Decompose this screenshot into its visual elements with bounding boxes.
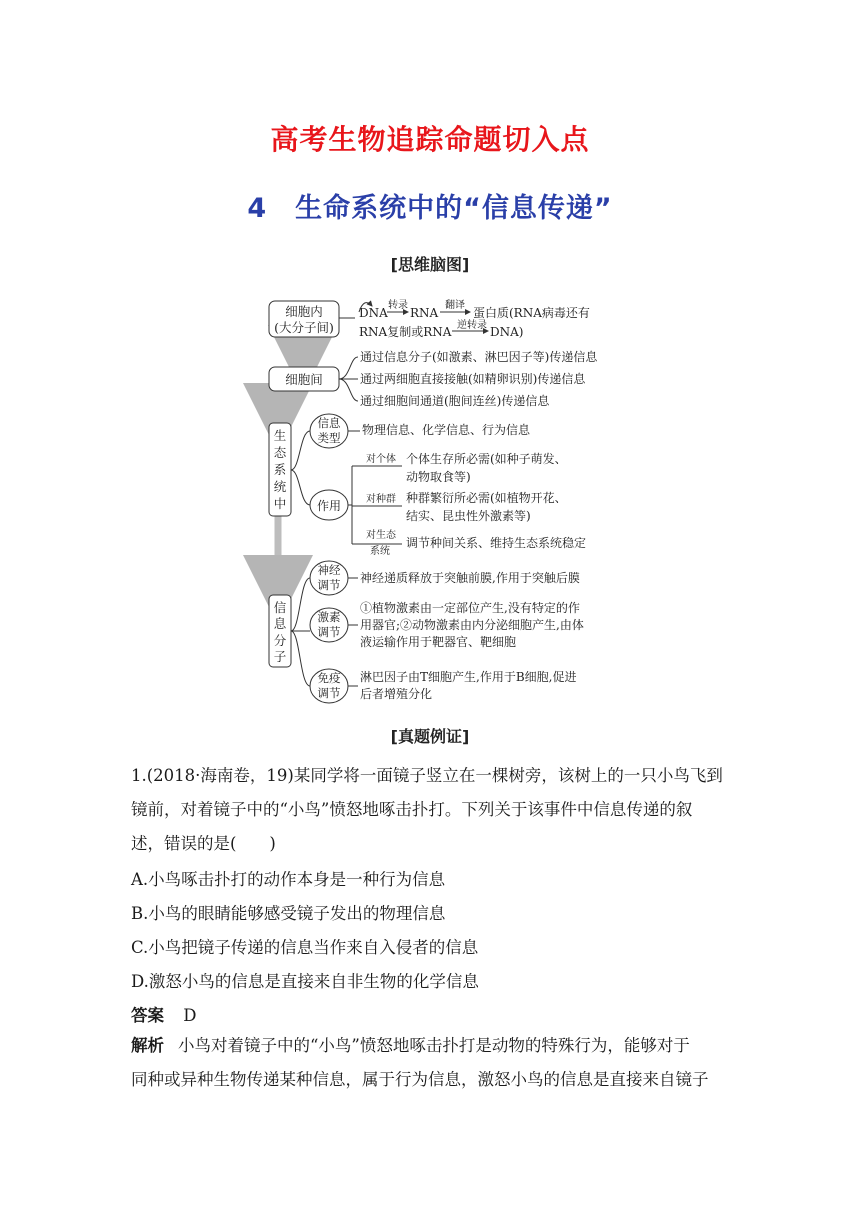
question-stem [131, 759, 735, 861]
analysis-label: 解析 [131, 1036, 164, 1055]
transcription-label: 转录 [388, 300, 408, 311]
ecosystem-group [269, 414, 586, 557]
ecosystem-label-char: 统 [273, 479, 287, 494]
topic-title: 4 生命系统中的“信息传递” [247, 193, 613, 224]
option-b: B.小鸟的眼睛能够感受镜子发出的物理信息 [131, 904, 446, 923]
hormone-text: 液运输作用于靶器官、靶细胞 [360, 635, 517, 649]
analysis-block [131, 1029, 735, 1097]
role-level: 对种群 [366, 494, 396, 505]
info-molecule-char: 子 [273, 649, 287, 664]
between-cells-item: 通过细胞间通道(胞间连丝)传递信息 [360, 394, 550, 408]
option-c: C.小鸟把镜子传递的信息当作来自入侵者的信息 [131, 938, 479, 957]
ecosystem-label-char: 态 [273, 445, 287, 460]
role-level: 对个体 [366, 454, 396, 465]
role-text: 个体生存所必需(如种子萌发、 [406, 452, 567, 466]
immune-label: 调节 [317, 686, 341, 700]
neural-label: 调节 [317, 578, 341, 592]
immune-text: 淋巴因子由T细胞产生,作用于B细胞,促进 [360, 670, 577, 684]
between-cells-group [269, 349, 598, 408]
answer-row [131, 1002, 196, 1026]
reverse-transcription-label: 逆转录 [457, 320, 487, 331]
role-text: 调节种间关系、维持生态系统稳定 [406, 536, 587, 550]
info-molecule-char: 分 [273, 633, 287, 648]
info-type-text: 物理信息、化学信息、行为信息 [362, 423, 531, 437]
neural-label: 神经 [317, 563, 341, 577]
ecosystem-label-char: 系 [273, 462, 287, 477]
neural-text: 神经递质释放于突触前膜,作用于突触后膜 [360, 571, 580, 585]
analysis-line: 同种或异种生物传递某种信息，属于行为信息，激怒小鸟的信息是直接来自镜子 [131, 1070, 709, 1089]
immune-text: 后者增殖分化 [360, 687, 433, 701]
role-level: 系统 [370, 546, 390, 557]
option-a: A.小鸟啄击扑打的动作本身是一种行为信息 [131, 870, 446, 889]
option-d: D.激怒小鸟的信息是直接来自非生物的化学信息 [131, 972, 479, 991]
question-line: 某同学将一面镜子竖立在一棵树旁，该树上的一只小鸟飞到 [293, 766, 723, 785]
info-molecule-group [269, 561, 584, 703]
translation-label: 翻译 [445, 300, 465, 311]
role-label: 作用 [316, 499, 342, 513]
mindmap-section-title: [思维脑图] [390, 255, 470, 274]
immune-label: 免疫 [317, 671, 341, 685]
info-molecule-char: 信 [273, 600, 287, 615]
info-type-label: 信息 [317, 416, 341, 430]
analysis-line: 小鸟对着镜子中的“小鸟”愤怒地啄击扑打是动物的特殊行为，能够对于 [178, 1036, 690, 1055]
between-cells-label: 细胞间 [285, 372, 323, 387]
role-text: 动物取食等) [406, 470, 471, 484]
hormone-label: 激素 [317, 610, 341, 624]
answer-value: D [183, 1006, 197, 1025]
main-title: 高考生物追踪命题切入点 [270, 123, 590, 156]
role-text: 结实、昆虫性外激素等) [406, 509, 531, 523]
hormone-text: 用器官;②动物激素由内分泌细胞产生,由体 [360, 618, 584, 632]
question-line: 述，错误的是( ) [131, 834, 276, 853]
cell-inner-sublabel: (大分子间) [274, 320, 334, 335]
role-text: 种群繁衍所必需(如植物开花、 [406, 491, 567, 505]
ecosystem-label-char: 中 [273, 496, 287, 511]
info-type-label: 类型 [317, 431, 341, 445]
ecosystem-label-char: 生 [273, 428, 287, 443]
protein-text: 蛋白质(RNA病毒还有 [473, 306, 590, 320]
examples-section-title: [真题例证] [390, 727, 470, 746]
central-dogma [339, 298, 590, 339]
dna-text: DNA [359, 306, 388, 320]
rna-replication-text: RNA复制或RNA [359, 325, 452, 339]
rna-text: RNA [410, 306, 439, 320]
hormone-label: 调节 [317, 625, 341, 639]
between-cells-item: 通过信息分子(如激素、淋巴因子等)传递信息 [360, 350, 598, 364]
hormone-text: ①植物激素由一定部位产生,没有特定的作 [360, 601, 580, 615]
role-level: 对生态 [366, 530, 396, 541]
question-line: 镜前，对着镜子中的“小鸟”愤怒地啄击扑打。下列关于该事件中信息传递的叙 [131, 800, 693, 819]
cell-inner-label: 细胞内 [285, 304, 323, 319]
info-molecule-char: 息 [273, 616, 287, 631]
dna-end-text: DNA) [490, 325, 524, 339]
between-cells-item: 通过两细胞直接接触(如精卵识别)传递信息 [360, 372, 586, 386]
answer-label: 答案 [131, 1006, 164, 1025]
cell-inner-box [269, 301, 339, 337]
question-source: 1.(2018·海南卷，19) [131, 766, 294, 785]
